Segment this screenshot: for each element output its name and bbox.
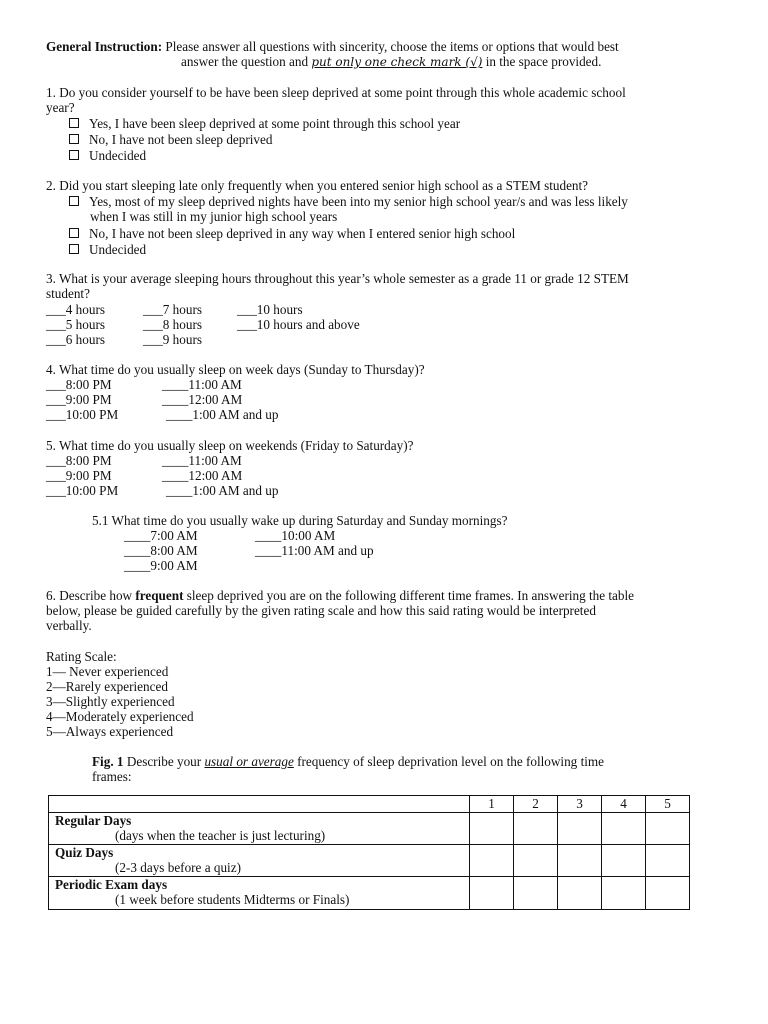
- row-title: Regular Days: [55, 813, 132, 828]
- row-label-cell: [49, 813, 470, 845]
- option-label: Undecided: [89, 148, 147, 163]
- q5-option[interactable]: ___10:00 PM: [46, 483, 119, 498]
- rating-cell[interactable]: [558, 876, 602, 909]
- figure-text-post: frequency of sleep deprivation level on the following time: [297, 754, 605, 769]
- q5-option[interactable]: ___9:00 PM: [46, 468, 112, 483]
- general-instruction: [46, 39, 619, 54]
- q4-option[interactable]: ___10:00 PM: [46, 407, 119, 422]
- q3-option[interactable]: ___8 hours: [143, 317, 202, 332]
- header-rating-4: 4: [602, 796, 646, 813]
- checkbox[interactable]: [69, 244, 79, 254]
- option-label: No, I have not been sleep deprived in any way when I entered senior high school: [89, 226, 516, 241]
- q3-option[interactable]: ___10 hours and above: [237, 317, 360, 332]
- checkbox[interactable]: [69, 118, 79, 128]
- row-subtitle: (2-3 days before a quiz): [115, 860, 241, 876]
- header-blank-cell: [49, 796, 470, 813]
- q1-text: 1. Do you consider yourself to be have been sleep deprived at some point through this whole academic school: [46, 85, 626, 100]
- q51-option[interactable]: ____10:00 AM: [255, 528, 336, 543]
- q51-text: 5.1 What time do you usually wake up during Saturday and Sunday mornings?: [92, 513, 508, 528]
- row-label-cell: [49, 876, 470, 909]
- q3-text: 3. What is your average sleeping hours throughout this year’s whole semester as a grade 11 or grade 12 STEM: [46, 271, 629, 286]
- rating-scale-item: 4—Moderately experienced: [46, 709, 194, 724]
- figure-text-emphasis: usual or average: [204, 754, 294, 769]
- q3-option[interactable]: ___10 hours: [237, 302, 303, 317]
- q2-option-undecided[interactable]: [69, 242, 146, 257]
- header-rating-2: 2: [514, 796, 558, 813]
- q6-text: [46, 588, 634, 603]
- rating-cell[interactable]: [558, 844, 602, 876]
- rating-scale-item: 2—Rarely experienced: [46, 679, 168, 694]
- q51-option[interactable]: ____9:00 AM: [124, 558, 198, 573]
- table-header-row: [49, 796, 690, 813]
- instruction-label: General Instruction:: [46, 39, 163, 54]
- rating-cell[interactable]: [646, 813, 690, 845]
- q4-text: 4. What time do you usually sleep on week days (Sunday to Thursday)?: [46, 362, 425, 377]
- header-rating-1: 1: [470, 796, 514, 813]
- option-label: Undecided: [89, 242, 147, 257]
- q1-text-cont: year?: [46, 100, 75, 115]
- q4-option[interactable]: ____12:00 AM: [162, 392, 243, 407]
- q6-text-pre: 6. Describe how: [46, 588, 133, 603]
- q4-option[interactable]: ___8:00 PM: [46, 377, 112, 392]
- row-subtitle: (1 week before students Midterms or Finals): [115, 892, 350, 908]
- q6-text-post: sleep deprived you are on the following different time frames. In answering the table: [186, 588, 635, 603]
- q3-option[interactable]: ___5 hours: [46, 317, 105, 332]
- option-label: Yes, I have been sleep deprived at some point through this school year: [89, 116, 461, 131]
- q1-option-undecided[interactable]: [69, 148, 146, 163]
- q1-option-no[interactable]: [69, 132, 272, 147]
- q4-option[interactable]: ___9:00 PM: [46, 392, 112, 407]
- rating-cell[interactable]: [514, 813, 558, 845]
- rating-cell[interactable]: [602, 876, 646, 909]
- q5-option[interactable]: ____11:00 AM: [162, 453, 242, 468]
- rating-cell[interactable]: [514, 876, 558, 909]
- checkbox[interactable]: [69, 134, 79, 144]
- q3-option[interactable]: ___9 hours: [143, 332, 202, 347]
- q5-text: 5. What time do you usually sleep on weekends (Friday to Saturday)?: [46, 438, 414, 453]
- table-row: [49, 876, 690, 909]
- row-title: Quiz Days: [55, 844, 114, 860]
- q6-text-line3: verbally.: [46, 618, 92, 633]
- row-title: Periodic Exam days: [55, 876, 168, 892]
- checkbox[interactable]: [69, 150, 79, 160]
- instruction-line2-post: in the space provided.: [485, 54, 602, 69]
- q3-option[interactable]: ___6 hours: [46, 332, 105, 347]
- checkbox[interactable]: [69, 196, 79, 206]
- q4-option[interactable]: ____11:00 AM: [162, 377, 242, 392]
- q5-option[interactable]: ____1:00 AM and up: [166, 483, 279, 498]
- rating-cell[interactable]: [470, 876, 514, 909]
- q3-option[interactable]: ___7 hours: [143, 302, 202, 317]
- rating-scale-item: 5—Always experienced: [46, 724, 174, 739]
- rating-scale-item: 3—Slightly experienced: [46, 694, 175, 709]
- rating-cell[interactable]: [646, 876, 690, 909]
- instruction-line1: Please answer all questions with sincerity, choose the items or options that would best: [165, 39, 619, 54]
- table-row: [49, 844, 690, 876]
- figure-caption-cont: frames:: [92, 769, 132, 784]
- header-rating-5: 5: [646, 796, 690, 813]
- checkbox[interactable]: [69, 228, 79, 238]
- q51-option[interactable]: ____8:00 AM: [124, 543, 198, 558]
- q3-option[interactable]: ___4 hours: [46, 302, 105, 317]
- rating-cell[interactable]: [470, 844, 514, 876]
- instruction-line2-pre: answer the question and: [181, 54, 309, 69]
- rating-cell[interactable]: [602, 844, 646, 876]
- instruction-line2: [181, 54, 601, 70]
- rating-cell[interactable]: [558, 813, 602, 845]
- figure-text-pre: Describe your: [126, 754, 202, 769]
- q6-text-bold: frequent: [135, 588, 184, 603]
- instruction-emphasis: put only one check mark (√): [311, 55, 483, 69]
- rating-scale-title: Rating Scale:: [46, 649, 117, 664]
- header-rating-3: 3: [558, 796, 602, 813]
- q2-option-no[interactable]: [69, 226, 515, 241]
- option-label: No, I have not been sleep deprived: [89, 132, 273, 147]
- q5-option[interactable]: ____12:00 AM: [162, 468, 243, 483]
- rating-scale-item: 1— Never experienced: [46, 664, 169, 679]
- option-label: Yes, most of my sleep deprived nights have been into my senior high school year/s and was less likely: [89, 194, 628, 209]
- q2-text: 2. Did you start sleeping late only frequently when you entered senior high school as a STEM student?: [46, 178, 589, 193]
- figure-caption: [92, 754, 604, 769]
- q2-option-yes[interactable]: [69, 194, 628, 209]
- frequency-table: [48, 795, 690, 910]
- q51-option[interactable]: ____7:00 AM: [124, 528, 198, 543]
- q6-text-line2: below, please be guided carefully by the given rating scale and how this said rating would be interpreted: [46, 603, 596, 618]
- q51-option[interactable]: ____11:00 AM and up: [255, 543, 374, 558]
- q4-option[interactable]: ____1:00 AM and up: [166, 407, 279, 422]
- rating-cell[interactable]: [514, 844, 558, 876]
- rating-cell[interactable]: [602, 813, 646, 845]
- row-subtitle: (days when the teacher is just lecturing): [115, 828, 326, 844]
- q3-text-cont: student?: [46, 286, 90, 301]
- rating-cell[interactable]: [470, 813, 514, 845]
- figure-label: Fig. 1: [92, 754, 124, 769]
- row-label-cell: [49, 844, 470, 876]
- q2-option-yes-cont: when I was still in my junior high school years: [90, 209, 338, 224]
- q5-option[interactable]: ___8:00 PM: [46, 453, 112, 468]
- table-row: [49, 813, 690, 845]
- rating-cell[interactable]: [646, 844, 690, 876]
- q1-option-yes[interactable]: [69, 116, 460, 131]
